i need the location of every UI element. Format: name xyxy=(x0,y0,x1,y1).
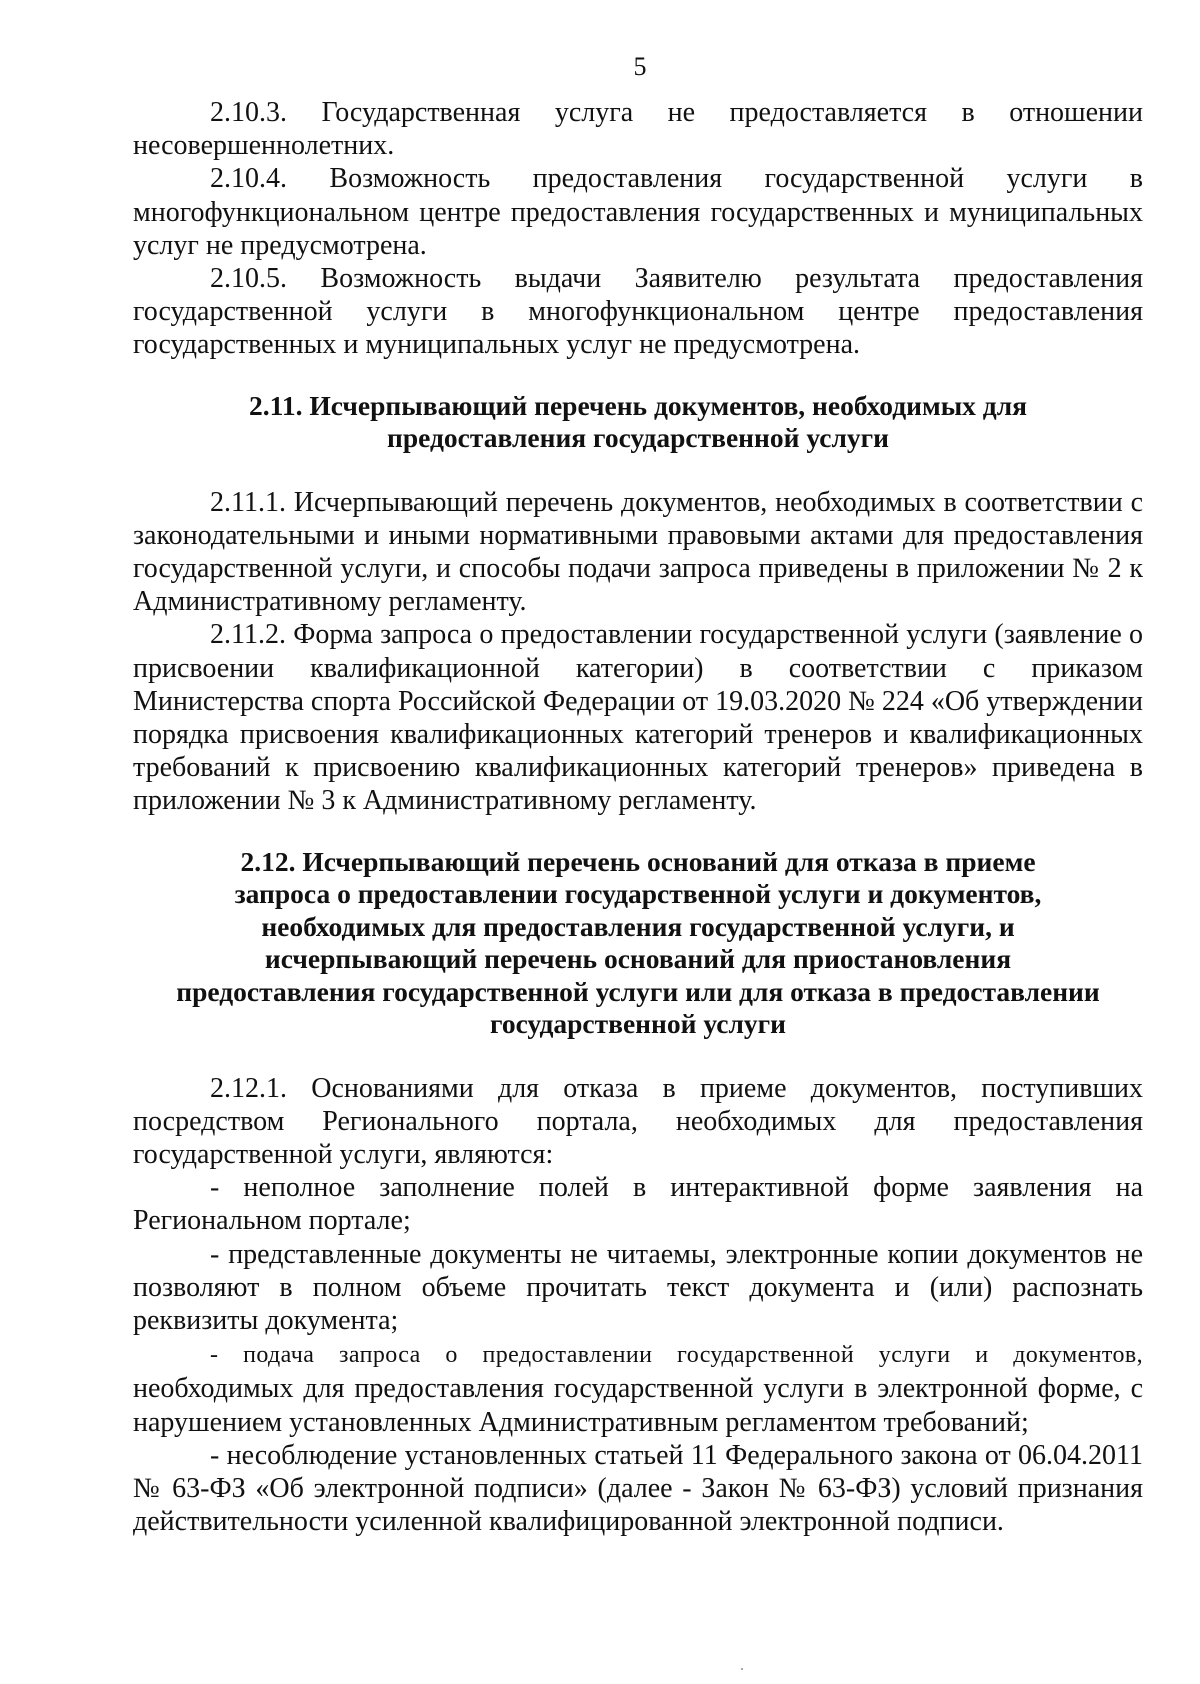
document-body xyxy=(133,96,1143,1539)
section-heading-2-12-line: предоставления государственной услуги или для отказа в предоставлении xyxy=(176,975,1100,1007)
list-item: - неполное заполнение полей в интерактивной форме заявления на Региональном портале; xyxy=(133,1172,1143,1237)
paragraph-2-10-4: 2.10.4. Возможность предоставления государственной услуги в многофункциональном центре предоставления государственных и муниципальных услуг не предусмотрена. xyxy=(133,163,1143,261)
list-item-first-line: - подача запроса о предоставлении государственной услуги и документов, xyxy=(210,1342,1143,1369)
list-item xyxy=(133,1337,1143,1439)
section-heading-2-12-line: необходимых для предоставления государственной услуги, и xyxy=(261,910,1015,942)
paragraph-2-11-1: 2.11.1. Исчерпывающий перечень документов, необходимых в соответствии с законодательными и иными нормативными правовыми актами для предоставления государственной услуги, и способы подачи запроса приведены в приложении № 2 к Административному регламенту. xyxy=(133,486,1143,618)
section-heading-2-11-line: 2.11. Исчерпывающий перечень документов, необходимых для xyxy=(248,389,1028,421)
paragraph-2-10-3: 2.10.3. Государственная услуга не предоставляется в отношении несовершеннолетних. xyxy=(133,97,1143,162)
list-item: - представленные документы не читаемы, электронные копии документов не позволяют в полном объеме прочитать текст документа и (или) распознать реквизиты документа; xyxy=(133,1238,1143,1337)
list-item: - несоблюдение установленных статьей 11 Федерального закона от 06.04.2011 № 63-ФЗ «Об электронной подписи» (далее - Закон № 63-ФЗ) условий признания действительности усиленной квалифицированной электронной подписи. xyxy=(133,1439,1143,1538)
section-heading-2-11 xyxy=(133,390,1143,455)
scan-speck xyxy=(741,1668,743,1670)
section-heading-2-12-line: государственной услуги xyxy=(490,1008,786,1040)
section-heading-2-12-line: исчерпывающий перечень оснований для приостановления xyxy=(264,943,1012,975)
section-heading-2-11-line: предоставления государственной услуги xyxy=(387,422,889,454)
list-item-continuation: необходимых для предоставления государственной услуги в электронной форме, с нарушением установленных Административным регламентом требований; xyxy=(133,1373,1143,1438)
page-number: 5 xyxy=(633,52,647,81)
paragraph-2-12-1: 2.12.1. Основаниями для отказа в приеме документов, поступивших посредством Регионального портала, необходимых для предоставления государственной услуги, являются: xyxy=(133,1072,1143,1171)
paragraph-2-11-2: 2.11.2. Форма запроса о предоставлении государственной услуги (заявление о присвоении квалификационной категории) в соответствии с приказом Министерства спорта Российской Федерации от 19.03.2020 № 224 «Об утверждении порядка присвоения квалификационных категорий тренеров и квалификационных требований к присвоению квалификационных категорий тренеров» приведена в приложении № 3 к Административному регламенту. xyxy=(133,619,1143,817)
section-heading-2-12-line: 2.12. Исчерпывающий перечень оснований для отказа в приеме xyxy=(240,845,1036,877)
section-heading-2-12-line: запроса о предоставлении государственной услуги и документов, xyxy=(234,878,1042,910)
section-heading-2-12 xyxy=(133,846,1143,1041)
paragraph-2-10-5: 2.10.5. Возможность выдачи Заявителю результата предоставления государственной услуги в многофункциональном центре предоставления государственных и муниципальных услуг не предусмотрена. xyxy=(133,263,1143,361)
